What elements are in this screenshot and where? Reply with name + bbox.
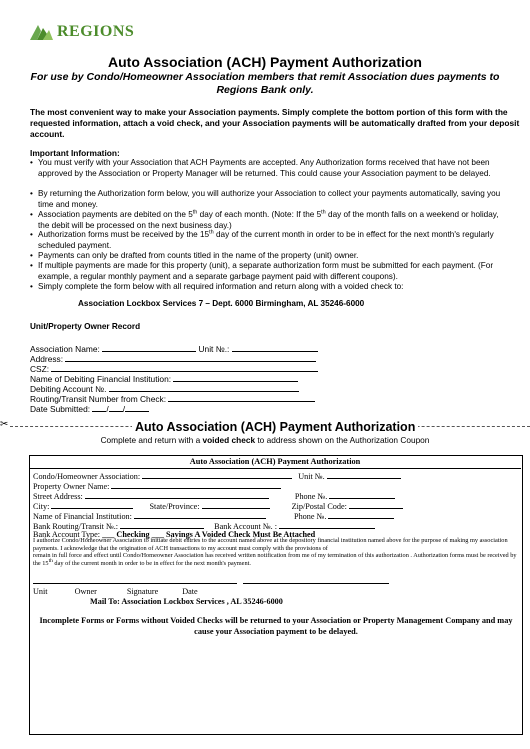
date-submitted-row: Date Submitted: / / [30, 403, 149, 414]
debiting-account-field[interactable] [109, 383, 299, 392]
coupon-row: Bank Routing/Transit №.: Bank Account №. : [33, 520, 375, 532]
coupon-instructions: Complete and return with a voided check to address shown on the Authorization Coupon [100, 435, 430, 445]
bullet-text: Authorization forms must be received by the 15th day of the current month in order to be in effect for the next month's regularly scheduled payment. [38, 229, 494, 250]
coupon-owner-name-field[interactable] [111, 480, 281, 489]
owner-record-heading: Unit/Property Owner Record [30, 322, 141, 331]
coupon-row: Street Address: Phone №. [33, 490, 395, 502]
coupon-row: Bank Account Type: ___ Checking ___ Savings A Voided Check Must Be Attached [33, 530, 316, 539]
bullet-item: • Payments can only be drafted from counts titled in the name of the property (unit) owner. [30, 251, 510, 262]
signature-line[interactable] [33, 583, 237, 584]
bullet-text: Simply complete the form below with all required information and return along with a voided check to: [38, 282, 404, 291]
coupon-routing-field[interactable] [120, 520, 204, 529]
association-name-row: Association Name: Unit №.: [30, 343, 318, 354]
debit-account-row: Debiting Account №. [30, 383, 299, 394]
signature-labels: Unit Owner Signature Date [33, 587, 198, 596]
date-line[interactable] [243, 583, 389, 584]
routing-number-field[interactable] [168, 393, 315, 402]
coupon-box-heading: Auto Association (ACH) Payment Authorization [29, 455, 521, 469]
regions-logo [28, 22, 134, 42]
coupon-institution-phone-field[interactable] [328, 510, 394, 519]
unit-number-field[interactable] [232, 343, 318, 352]
bullet-text: Association payments are debited on the 5th day of each month. (Note: If the 5th day of the month falls on a weekend or holiday, the debit will be processed on the next business day.) [38, 209, 499, 230]
coupon-unit-field[interactable] [327, 470, 401, 479]
coupon-phone-field[interactable] [329, 490, 395, 499]
csz-field[interactable] [51, 363, 318, 372]
bullet-item: • Association payments are debited on the 5th day of each month. (Note: If the 5th day of the month falls on a weekend or holiday, the debit will be processed on the next business day.) [30, 210, 510, 231]
coupon-association-field[interactable] [142, 470, 292, 479]
routing-row: Routing/Transit Number from Check: [30, 393, 315, 404]
coupon-state-field[interactable] [202, 500, 270, 509]
coupon-account-field[interactable] [279, 520, 375, 529]
bullet-text: If multiple payments are made for this property (unit), a separate authorization form must be submitted for each payment. (For example, a regular monthly payment and a separate garbage payment paid with different coupons). [38, 261, 494, 281]
date-year-field[interactable] [125, 403, 149, 412]
debiting-institution-field[interactable] [173, 373, 298, 382]
regions-leaf-icon [28, 22, 54, 42]
brand-name: REGIONS [57, 23, 135, 40]
association-name-field[interactable] [102, 343, 196, 352]
address-field[interactable] [65, 353, 316, 362]
page-title: Auto Association (ACH) Payment Authorization [108, 54, 422, 70]
mail-to-address: Mail To: Association Lockbox Services , AL 35246-6000 [90, 597, 283, 606]
account-type-options[interactable]: ___ Checking ___ Savings A Voided Check Must Be Attached [102, 530, 316, 539]
coupon-row: Property Owner Name: [33, 480, 281, 492]
coupon-zip-field[interactable] [349, 500, 403, 509]
date-month-field[interactable] [92, 403, 106, 412]
intro-paragraph: The most convenient way to make your Association payments. Simply complete the bottom portion of this form with the requested information, attach a void check, and your Association payments will be automatically drafted from your deposit account. [30, 107, 520, 139]
coupon-institution-field[interactable] [134, 510, 266, 519]
incomplete-forms-warning: Incomplete Forms or Forms without Voided Checks will be returned to your Association or Property Management Company and may cause your Association payment to be delayed. [39, 616, 513, 636]
coupon-city-field[interactable] [51, 500, 133, 509]
csz-row: CSZ: [30, 363, 318, 374]
coupon-row: City: State/Province: Zip/Postal Code: [33, 500, 403, 512]
scissors-icon: ✂ [0, 419, 9, 430]
bullet-item: • You must verify with your Association that ACH Payments are accepted. Any Authorization forms received that have not been approved by the Association or Property Manager will be returned. This could cause your Association payment to be delayed. [30, 158, 510, 179]
address-row: Address: [30, 353, 316, 364]
bullet-text: By returning the Authorization form below, you will authorize your Association to collect your payments automatically, saving you time and money. [38, 189, 501, 209]
lockbox-address: Association Lockbox Services 7 – Dept. 6000 Birmingham, AL 35246-6000 [78, 299, 365, 308]
bullet-item: • By returning the Authorization form below, you will authorize your Association to collect your payments automatically, saving you time and money. [30, 189, 510, 210]
date-day-field[interactable] [109, 403, 123, 412]
bullet-item: • Authorization forms must be received by the 15th day of the current month in order to be in effect for the next month's regularly scheduled payment. [30, 230, 510, 251]
coupon-row: Name of Financial Institution: Phone №. [33, 510, 394, 522]
authorization-text: I authorize Condo/Homeowner Association to initiate debit entries to the account named above at the depository financial institution named above for the purpose of making my association payments. I acknowledge that the origination of ACH transactions to my account must comply with the provisions of remain in full force and effect until Condo/Homeowner Association has received written notification from me of my termination of this authorization . Authorization forms must be received by the 15th day of the current month in order to be in effect for the next month's payment. [33, 537, 517, 567]
institution-row: Name of Debiting Financial Institution: [30, 373, 298, 384]
coupon-row: Condo/Homeowner Association: Unit №. [33, 470, 401, 482]
bullet-item: • Simply complete the form below with all required information and return along with a voided check to: [30, 282, 510, 293]
coupon-title: Auto Association (ACH) Payment Authorization [132, 420, 418, 434]
important-heading: Important Information: [30, 148, 120, 158]
bullet-text: You must verify with your Association that ACH Payments are accepted. Any Authorization forms received that have not been approved by the Association or Property Manager will be returned. This could cause your Association payment to be delayed. [38, 158, 491, 178]
bullet-item: • If multiple payments are made for this property (unit), a separate authorization form must be submitted for each payment. (For example, a regular monthly payment and a separate garbage payment paid with different coupons). [30, 261, 510, 282]
coupon-street-field[interactable] [85, 490, 269, 499]
page-subtitle: For use by Condo/Homeowner Association members that remit Association dues payments to Regions Bank only. [30, 71, 500, 96]
bullet-text: Payments can only be drafted from counts titled in the name of the property (unit) owner. [38, 251, 359, 260]
